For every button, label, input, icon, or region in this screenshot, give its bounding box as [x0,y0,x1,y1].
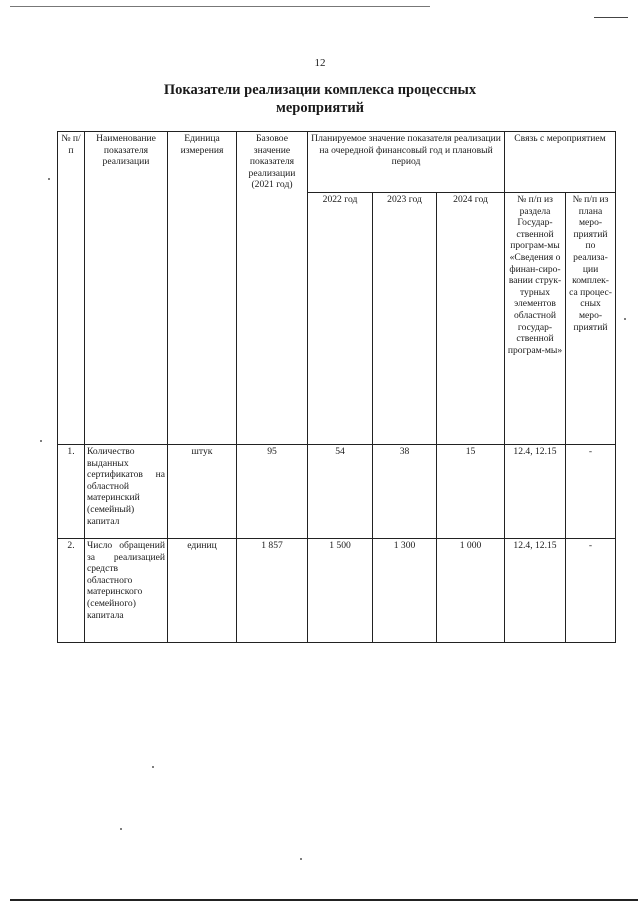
cell-link-plan: - [566,445,616,539]
cell-2023: 1 300 [373,539,437,643]
scan-speck [40,440,42,442]
cell-link-state: 12.4, 12.15 [505,445,566,539]
header-row [58,132,616,193]
cell-link-plan: - [566,539,616,643]
header-link-state-program: № п/п из раздела Государ-ственной програм-мы «Сведения о финан-сиро-вании струк-турных элементов областной государ-ственной програм-мы» [505,193,566,445]
page-title: Показатели реализации комплекса процессных мероприятий [163,82,477,116]
header-link-plan: № п/п из плана меро-приятий по реализа-ции комплек-са процес-сных меро-приятий [566,193,616,445]
cell-2024: 15 [437,445,505,539]
cell-2024: 1 000 [437,539,505,643]
header-year-2022: 2022 год [308,193,373,445]
scan-speck [48,178,50,180]
cell-name: Число обращений за реализацией средств областного материнского (семейного) капитала [85,539,168,643]
cell-num: 1. [58,445,85,539]
cell-unit: штук [168,445,237,539]
cell-2022: 1 500 [308,539,373,643]
cell-link-state: 12.4, 12.15 [505,539,566,643]
scan-artifact-bottom-line [10,899,638,901]
header-link: Связь с мероприятием [505,132,616,193]
table-row [58,539,616,643]
cell-base: 95 [237,445,308,539]
indicators-table [57,131,616,643]
scan-artifact-top-line [10,6,430,7]
scan-speck [624,318,626,320]
header-unit: Единица измерения [168,132,237,445]
cell-unit: единиц [168,539,237,643]
page-number: 12 [314,57,326,69]
scan-speck [120,828,122,830]
cell-2023: 38 [373,445,437,539]
header-name: Наименование показателя реализации [85,132,168,445]
scan-artifact-top-right-line [594,17,628,18]
header-planned: Планируемое значение показателя реализации на очередной финансовый год и плановый период [308,132,505,193]
table-row [58,445,616,539]
header-num: № п/п [58,132,85,445]
cell-base: 1 857 [237,539,308,643]
header-base: Базовое значение показателя реализации (2021 год) [237,132,308,445]
scan-speck [300,858,302,860]
header-year-2023: 2023 год [373,193,437,445]
header-year-2024: 2024 год [437,193,505,445]
cell-name: Количество выданных сертификатов на областной материнский (семейный) капитал [85,445,168,539]
scan-speck [152,766,154,768]
cell-2022: 54 [308,445,373,539]
cell-num: 2. [58,539,85,643]
